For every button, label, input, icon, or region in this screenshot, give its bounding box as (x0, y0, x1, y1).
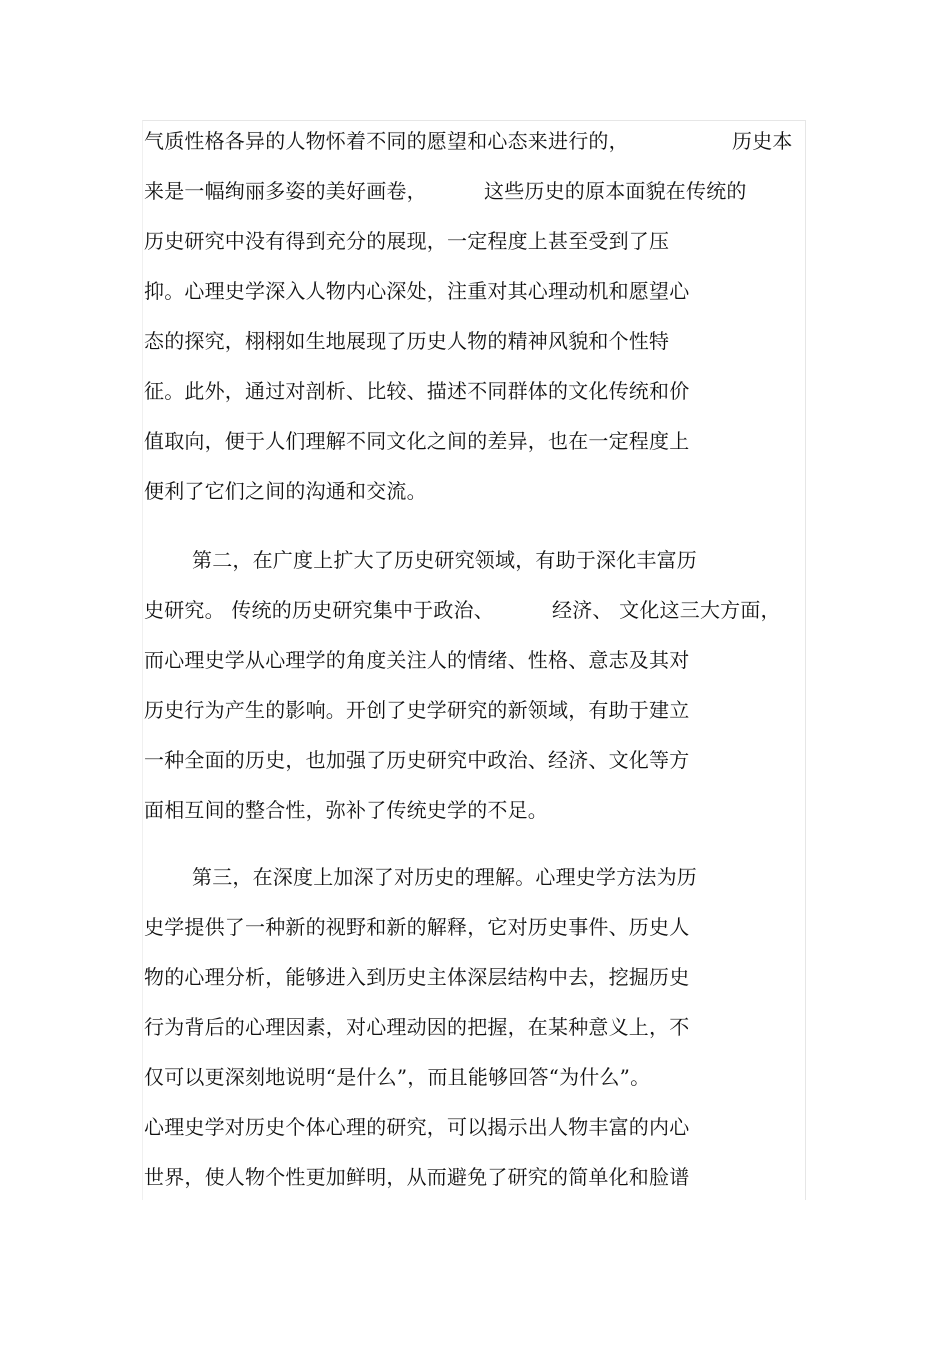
text-line (144, 176, 747, 206)
text-segment: 第二，在广度上扩大了历史研究领域，有助于深化丰富历 (192, 548, 697, 572)
text-line (144, 1012, 690, 1042)
text-segment: 世界，使人物个性更加鲜明，从而避免了研究的简单化和脸谱 (144, 1165, 690, 1189)
text-line (144, 476, 427, 506)
text-segment: 抑。心理史学深入人物内心深处，注重对其心理动机和愿望心 (144, 279, 690, 303)
text-line (144, 126, 793, 156)
text-line (144, 426, 690, 456)
text-segment: 气质性格各异的人物怀着不同的愿望和心态来进行的， (144, 129, 629, 153)
text-segment: 历史本 (732, 129, 793, 153)
text-segment: 一种全面的历史，也加强了历史研究中政治、经济、文化等方 (144, 748, 690, 772)
text-line (144, 1112, 690, 1142)
text-segment: 而心理史学从心理学的角度关注人的情绪、性格、意志及其对 (144, 648, 690, 672)
text-line (144, 276, 690, 306)
text-segment: 史研究。 传统的历史研究集中于政治、 (144, 598, 494, 622)
text-segment: 面相互间的整合性，弥补了传统史学的不足。 (144, 798, 548, 822)
text-segment: 这些历史的原本面貌在传统的 (484, 179, 747, 203)
text-segment: 第三，在深度上加深了对历史的理解。心理史学方法为历 (192, 865, 697, 889)
text-segment: 征。此外，通过对剖析、比较、描述不同群体的文化传统和价 (144, 379, 690, 403)
text-segment: 经济、 文化这三大方面， (552, 598, 781, 622)
text-line (144, 1162, 690, 1192)
text-line (144, 645, 690, 675)
text-segment: 心理史学对历史个体心理的研究，可以揭示出人物丰富的内心 (144, 1115, 690, 1139)
text-segment: 来是一幅绚丽多姿的美好画卷， (144, 179, 427, 203)
text-line (144, 326, 670, 356)
text-line (144, 962, 690, 992)
text-segment: 历史研究中没有得到充分的展现，一定程度上甚至受到了压 (144, 229, 670, 253)
text-line (144, 745, 690, 775)
text-segment: 仅可以更深刻地说明“是什么”，而且能够回答“为什么”。 (144, 1065, 651, 1089)
text-line (144, 795, 548, 825)
text-line (192, 862, 697, 892)
text-segment: 史学提供了一种新的视野和新的解释，它对历史事件、历史人 (144, 915, 690, 939)
text-line (192, 545, 697, 575)
text-line (144, 226, 670, 256)
text-segment: 便利了它们之间的沟通和交流。 (144, 479, 427, 503)
text-segment: 行为背后的心理因素，对心理动因的把握，在某种意义上，不 (144, 1015, 690, 1039)
text-line (144, 595, 781, 625)
text-line (144, 1062, 651, 1092)
text-line (144, 912, 690, 942)
text-line (144, 376, 690, 406)
text-segment: 值取向，便于人们理解不同文化之间的差异，也在一定程度上 (144, 429, 690, 453)
text-segment: 物的心理分析，能够进入到历史主体深层结构中去，挖掘历史 (144, 965, 690, 989)
text-segment: 历史行为产生的影响。开创了史学研究的新领域，有助于建立 (144, 698, 690, 722)
text-line (144, 695, 690, 725)
text-segment: 态的探究，栩栩如生地展现了历史人物的精神风貌和个性特 (144, 329, 670, 353)
